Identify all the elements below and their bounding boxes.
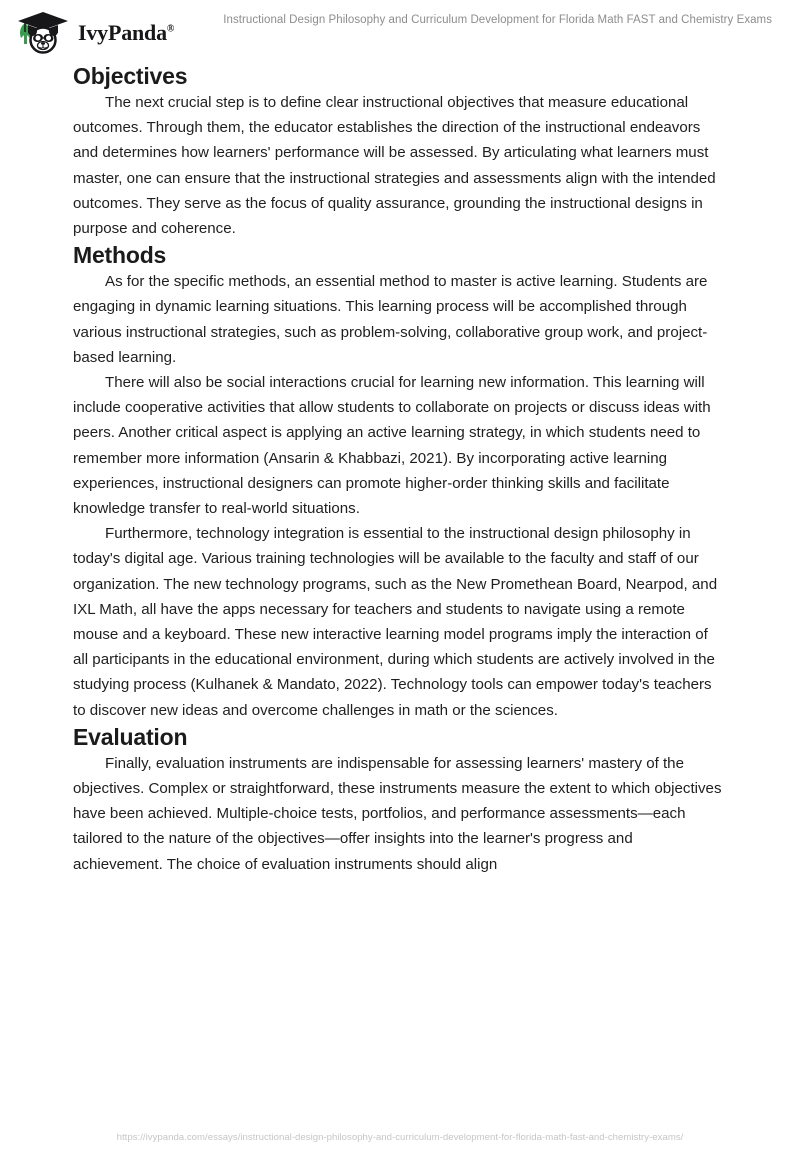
brand-name-text: IvyPanda — [78, 20, 167, 45]
brand-logo-link[interactable] — [14, 10, 174, 54]
registered-mark: ® — [166, 23, 175, 35]
source-url[interactable]: https://ivypanda.com/essays/instructional-design-philosophy-and-curriculum-development-for-florida-math-fast-and-chemistry-exams/ — [116, 1131, 684, 1143]
brand-wordmark — [78, 22, 174, 44]
panda-graduation-cap-icon — [14, 10, 72, 54]
section-heading-objectives: Objectives — [73, 63, 188, 89]
paragraph: Finally, evaluation instruments are indispensable for assessing learners' mastery of the objectives. Complex or straightforward, these instruments measure the extent to which objectives have been achieved. Multiple-choice tests, portfolios, and performance assessments—each tailored to the nature of the objectives—offer insights into the learner's progress and achievement. The choice of evaluation instruments should align — [73, 754, 722, 873]
document-title: Instructional Design Philosophy and Curriculum Development for Florida Math FAST and Chemistry Exams — [223, 14, 772, 26]
paragraph: As for the specific methods, an essential method to master is active learning. Students are engaging in dynamic learning situations. This learning process will be accomplished through various instructional strategies, such as problem-solving, collaborative group work, and project-based learning. — [73, 273, 708, 366]
page-footer — [0, 1114, 800, 1160]
paragraph: The next crucial step is to define clear instructional objectives that measure educational outcomes. Through them, the educator establishes the direction of the instructional endeavors and determines how learners' performance will be assessed. By articulating what learners must master, one can ensure that the instructional strategies and assessments align with the intended outcomes. They serve as the focus of quality assurance, grounding the instructional designs in purpose and coherence. — [73, 94, 716, 238]
paragraph: There will also be social interactions crucial for learning new information. This learning will include cooperative activities that allow students to collaborate on projects or discuss ideas with peers. Another critical aspect is applying an active learning strategy, in which students need to remember more information (Ansarin & Khabbazi, 2021). By incorporating active learning experiences, instructional designers can promote higher-order thinking skills and facilitate knowledge transfer to real-world situations. — [73, 374, 711, 518]
section-heading-evaluation: Evaluation — [73, 723, 188, 750]
section-heading-methods: Methods — [73, 242, 167, 269]
essay-content — [73, 62, 725, 877]
paragraph: Furthermore, technology integration is essential to the instructional design philosophy in today's digital age. Various training technologies will be available to the faculty and staff of our organization. The new technology programs, such as the New Promethean Board, Nearpod, and IXL Math, all have the apps necessary for teachers and students to navigate using a remote mouse and a keyboard. These new interactive learning model programs imply the interaction of all participants in the educational environment, during which students are actively involved in the studying process (Kulhanek & Mandato, 2022). Technology tools can empower today's teachers to discover new ideas and overcome challenges in math or the sciences. — [73, 525, 718, 719]
page-header — [0, 0, 800, 62]
